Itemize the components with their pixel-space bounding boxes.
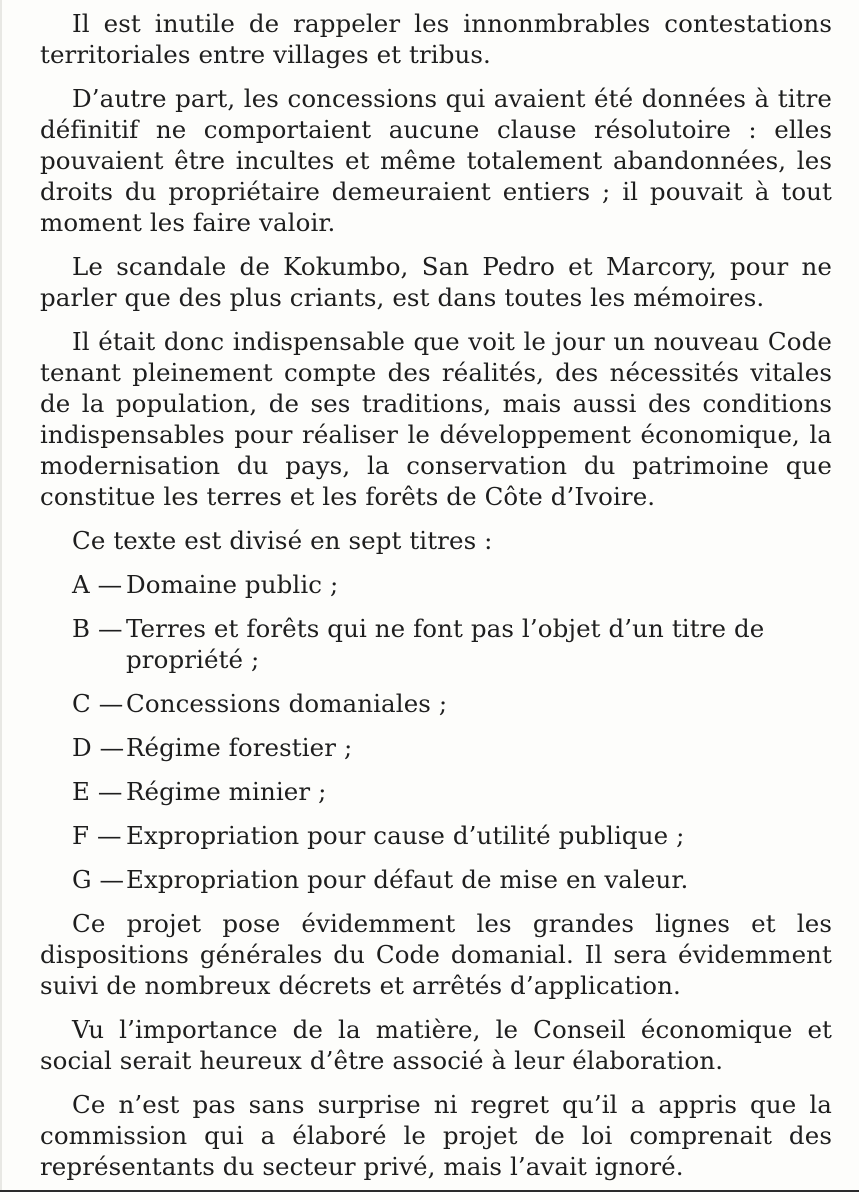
paragraph-concessions: D’autre part, les concessions qui avaient été données à titre définitif ne comportaient aucune clause résolutoire : elles pouvaient être incultes et même totalement abandonnées, les droits du propriétaire demeuraient entiers ; il pouvait à tout moment les faire valoir.: [40, 84, 832, 237]
list-item: [40, 569, 832, 600]
list-item: [40, 688, 832, 719]
list-item: [40, 613, 832, 675]
list-item-text: Expropriation pour cause d’utilité publique ;: [126, 821, 685, 850]
list-marker: A —: [72, 570, 123, 599]
list-item-text: Concessions domaniales ;: [126, 689, 448, 718]
list-marker: D —: [72, 733, 125, 762]
list-item-text: Terres et forêts qui ne font pas l’objet d’un titre de propriété ;: [126, 614, 765, 674]
titres-list: [40, 569, 832, 895]
list-item: [40, 864, 832, 895]
list-marker: F —: [72, 821, 122, 850]
list-marker: G —: [72, 865, 125, 894]
bottom-border: [0, 1190, 859, 1192]
list-marker: C —: [72, 689, 124, 718]
list-marker: B —: [72, 614, 123, 643]
paragraph-scandale: Le scandale de Kokumbo, San Pedro et Marcory, pour ne parler que des plus criants, est dans toutes les mémoires.: [40, 252, 832, 312]
list-item: [40, 820, 832, 851]
paragraph-importance: Vu l’importance de la matière, le Conseil économique et social serait heureux d’être associé à leur élaboration.: [40, 1015, 832, 1075]
list-item-text: Régime minier ;: [126, 777, 327, 806]
list-marker: E —: [72, 777, 123, 806]
list-item-text: Domaine public ;: [126, 570, 339, 599]
document-body: [40, 8, 832, 1195]
list-item-text: Régime forestier ;: [126, 733, 353, 762]
list-item: [40, 732, 832, 763]
list-item: [40, 776, 832, 807]
paragraph-contestations: Il est inutile de rappeler les innonmbrables contestations territoriales entre villages et tribus.: [40, 9, 832, 69]
list-item-text: Expropriation pour défaut de mise en valeur.: [126, 865, 689, 894]
paragraph-sept-titres: Ce texte est divisé en sept titres :: [72, 526, 493, 555]
paragraph-surprise: Ce n’est pas sans surprise ni regret qu’il a appris que la commission qui a élaboré le projet de loi comprenait des représentants du secteur privé, mais l’avait ignoré.: [40, 1090, 832, 1181]
paragraph-nouveau-code: Il était donc indispensable que voit le jour un nouveau Code tenant pleinement compte des réalités, des nécessités vitales de la population, de ses traditions, mais aussi des conditions indispensables pour réaliser le développement économique, la modernisation du pays, la conservation du patrimoine que constitue les terres et les forêts de Côte d’Ivoire.: [40, 327, 832, 511]
paragraph-projet: Ce projet pose évidemment les grandes lignes et les dispositions générales du Code domanial. Il sera évidemment suivi de nombreux décrets et arrêtés d’application.: [40, 909, 832, 1000]
page-edge: [0, 0, 2, 1192]
